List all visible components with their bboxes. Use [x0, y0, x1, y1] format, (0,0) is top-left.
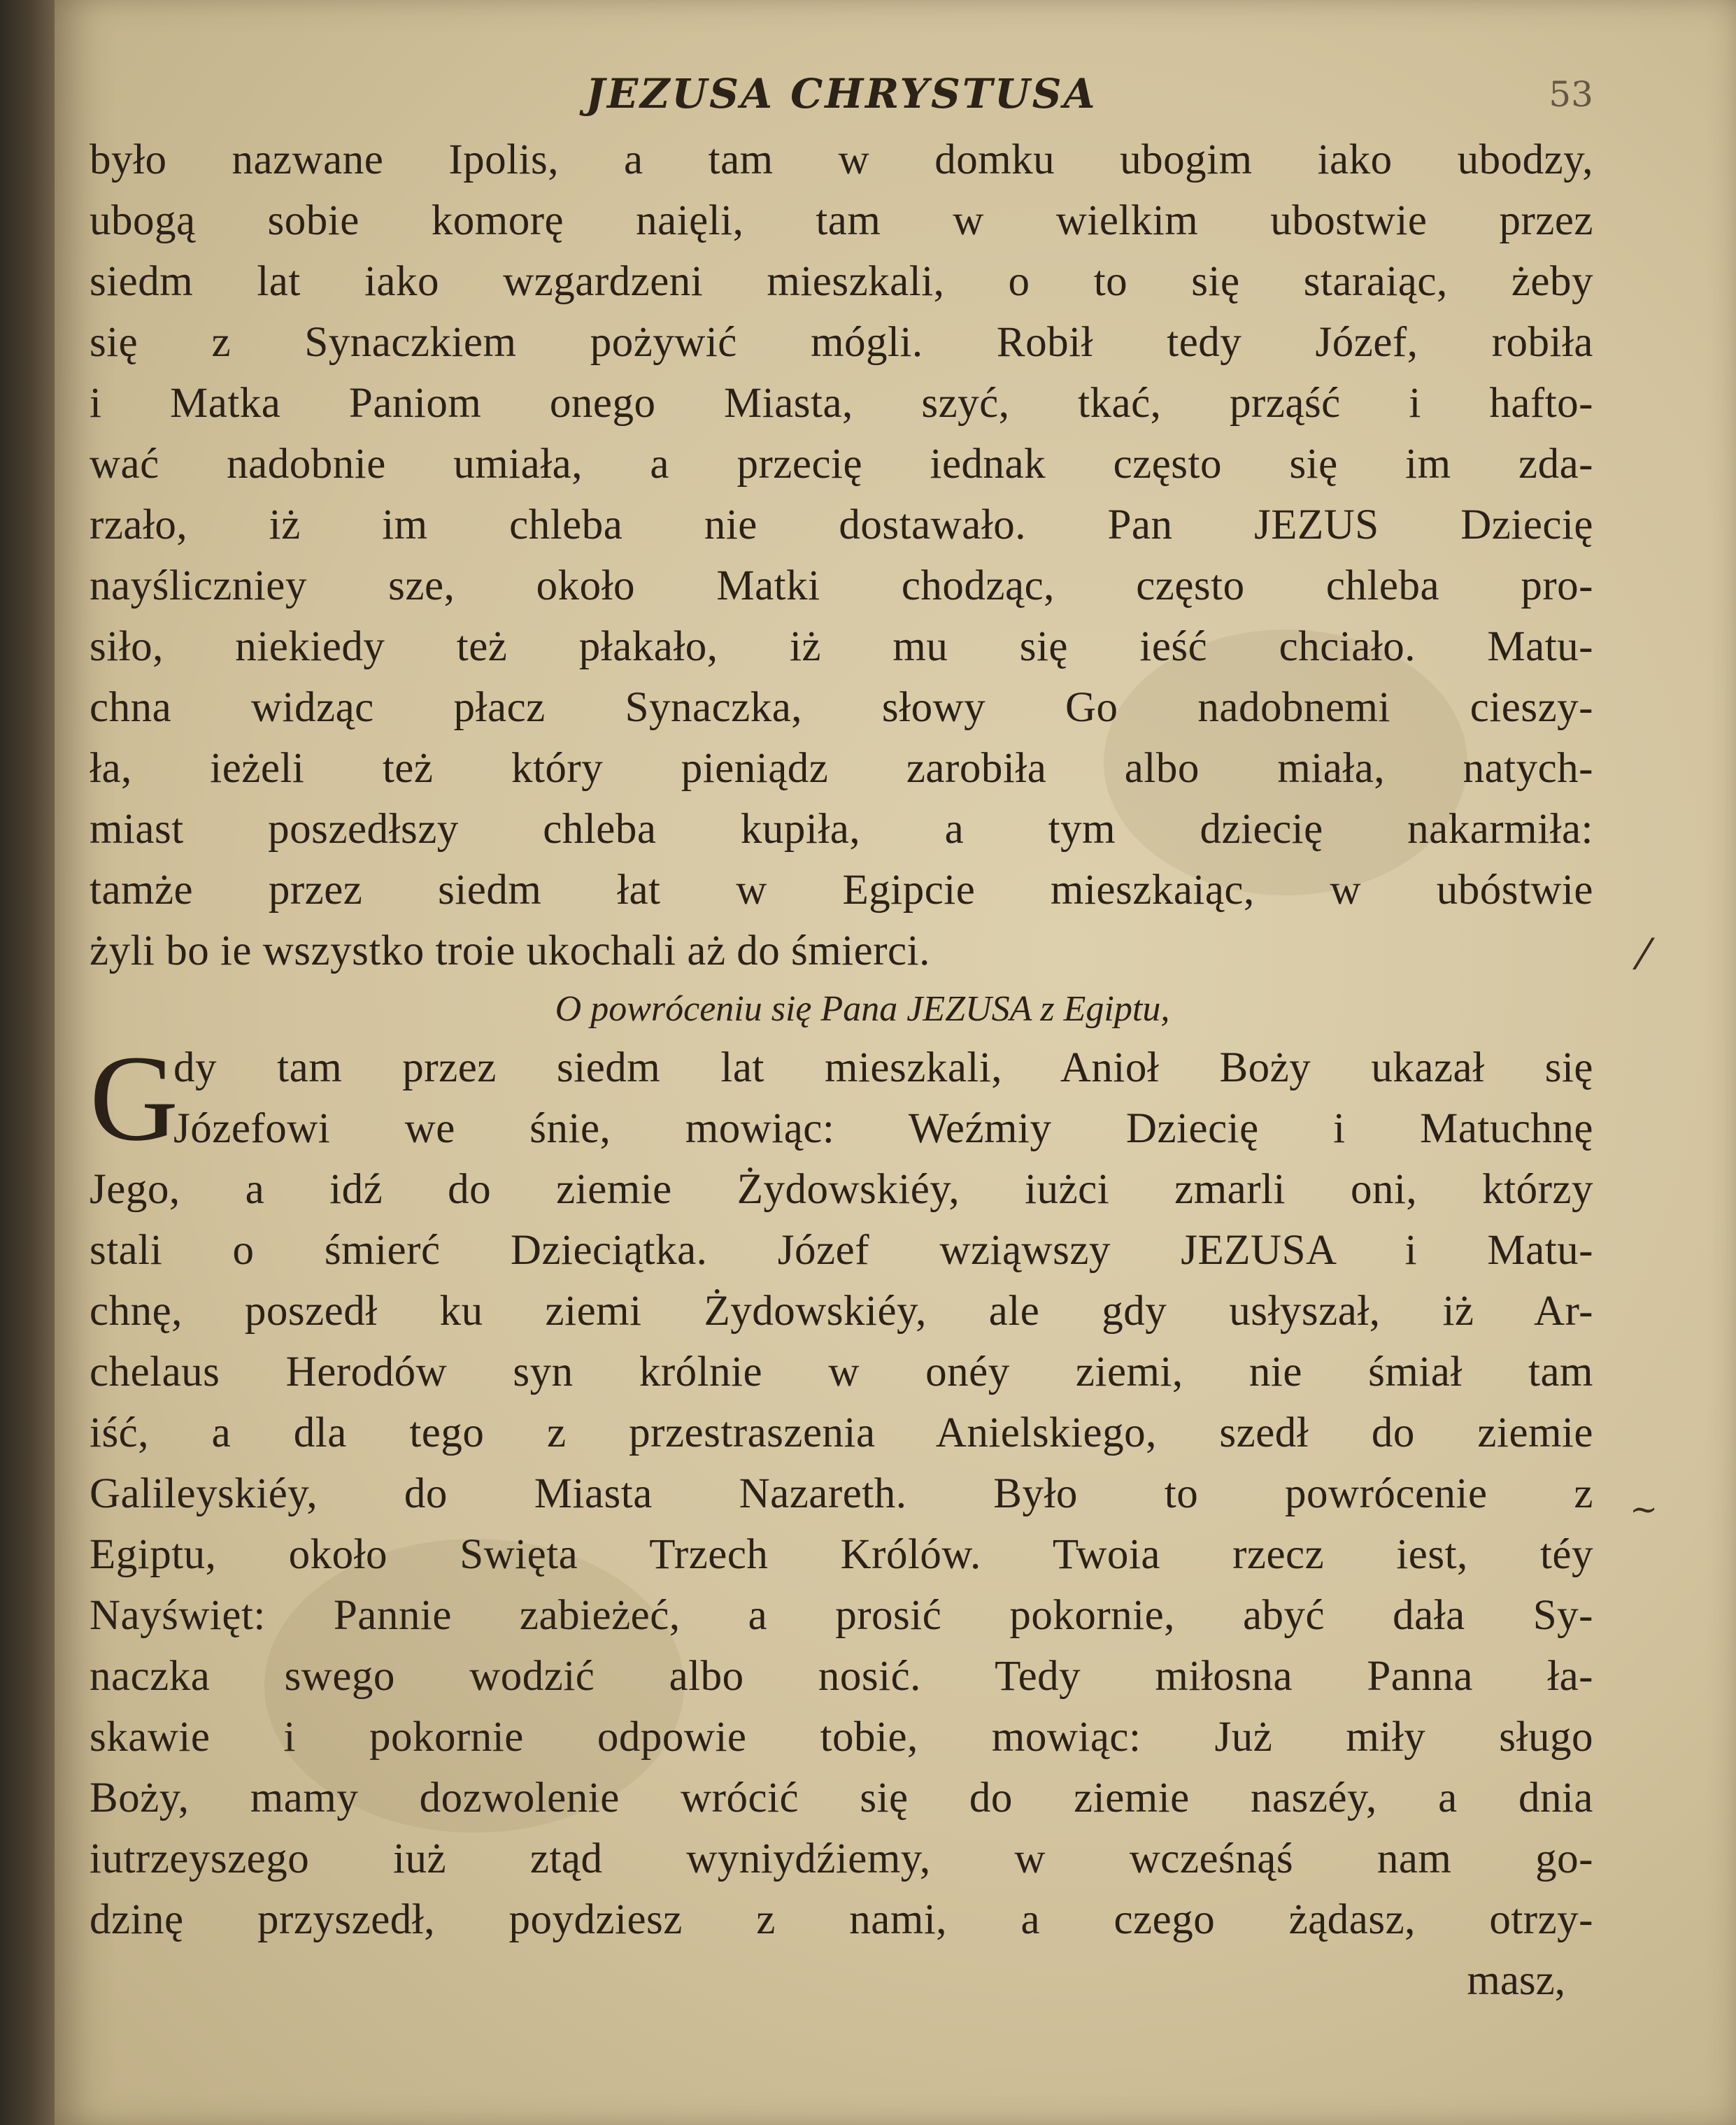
text-line: chna widząc płacz Synaczka, słowy Go nadobnemi cieszy-	[90, 684, 1593, 731]
margin-pencil-mark: ~	[1630, 1490, 1658, 1529]
section-heading: O powróceniu się Pana JEZUSA z Egiptu,	[555, 989, 1170, 1029]
text-line: wać nadobnie umiała, a przecię iednak często się im zda-	[90, 441, 1593, 488]
text-line: Nayświęt: Pannie zabieżeć, a prosić pokornie, abyć dała Sy-	[90, 1592, 1593, 1639]
text-line: się z Synaczkiem pożywić mógli. Robił tedy Józef, robiła	[90, 319, 1593, 366]
paragraph-2	[90, 1030, 1593, 1950]
text-line: rzało, iż im chleba nie dostawało. Pan JEZUS Dziecię	[90, 502, 1593, 548]
text-line: chelaus Herodów syn królnie w onéy ziemi, nie śmiał tam	[90, 1349, 1593, 1395]
text-line: dzinę przyszedł, poydziesz z nami, a czego żądasz, otrzy-	[90, 1896, 1593, 1943]
text-line: dy tam przez siedm lat mieszkali, Anioł Boży ukazał się	[173, 1044, 1593, 1091]
page-body	[90, 129, 1593, 2011]
text-line: naczka swego wodzić albo nosić. Tedy miłosna Panna ła-	[90, 1653, 1593, 1700]
catchword: masz,	[1467, 1957, 1565, 2004]
page-header	[90, 70, 1593, 126]
text-line: iść, a dla tego z przestraszenia Anielskiego, szedł do ziemie	[90, 1409, 1593, 1456]
text-line: ubogą sobie komorę naięli, tam w wielkim ubostwie przez	[90, 197, 1593, 244]
text-line: iutrzeyszego iuż ztąd wyniydźiemy, w wcześnąś nam go-	[90, 1835, 1593, 1882]
text-line: i Matka Paniom onego Miasta, szyć, tkać, prząść i hafto-	[90, 380, 1593, 427]
paragraph-1	[90, 129, 1593, 981]
text-line: nayśliczniey sze, około Matki chodząc, często chleba pro-	[90, 562, 1593, 609]
text-line: ła, ieżeli też który pieniądz zarobiła albo miała, natych-	[90, 745, 1593, 792]
running-title: JEZUSA CHRYSTUSA	[585, 70, 1097, 118]
text-line: Jego, a idź do ziemie Żydowskiéy, iużci zmarli oni, którzy	[90, 1166, 1593, 1213]
text-line: skawie i pokornie odpowie tobie, mowiąc: Już miły sługo	[90, 1714, 1593, 1761]
text-line: miast poszedłszy chleba kupiła, a tym dziecię nakarmiła:	[90, 806, 1593, 853]
text-line: Galileyskiéy, do Miasta Nazareth. Było to powrócenie z	[90, 1470, 1593, 1517]
drop-cap: G	[90, 1030, 179, 1167]
drop-cap-lines	[90, 1030, 1593, 1167]
text-line: było nazwane Ipolis, a tam w domku ubogim iako ubodzy,	[90, 136, 1593, 183]
text-line: stali o śmierć Dzieciątka. Józef wziąwszy JEZUSA i Matu-	[90, 1227, 1593, 1274]
book-gutter	[0, 0, 55, 2125]
text-line: tamże przez siedm łat w Egipcie mieszkaiąc, w ubóstwie	[90, 867, 1593, 914]
text-line: Egiptu, około Swięta Trzech Królów. Twoia rzecz iest, téy	[90, 1531, 1593, 1578]
text-line: siedm lat iako wzgardzeni mieszkali, o to się staraiąc, żeby	[90, 258, 1593, 305]
text-line: żyli bo ie wszystko troie ukochali aż do śmierci.	[90, 928, 930, 974]
text-line: Józefowi we śnie, mowiąc: Weźmiy Dziecię i Matuchnę	[173, 1105, 1593, 1152]
page-number: 53	[1549, 74, 1593, 115]
margin-pencil-mark: ⁄	[1640, 930, 1648, 979]
text-line: siło, niekiedy też płakało, iż mu się ieść chciało. Matu-	[90, 623, 1593, 670]
text-line: chnę, poszedł ku ziemi Żydowskiéy, ale gdy usłyszał, iż Ar-	[90, 1288, 1593, 1335]
text-line: Boży, mamy dozwolenie wrócić się do ziemie naszéy, a dnia	[90, 1775, 1593, 1821]
paragraph-2-lines	[90, 1159, 1593, 1950]
